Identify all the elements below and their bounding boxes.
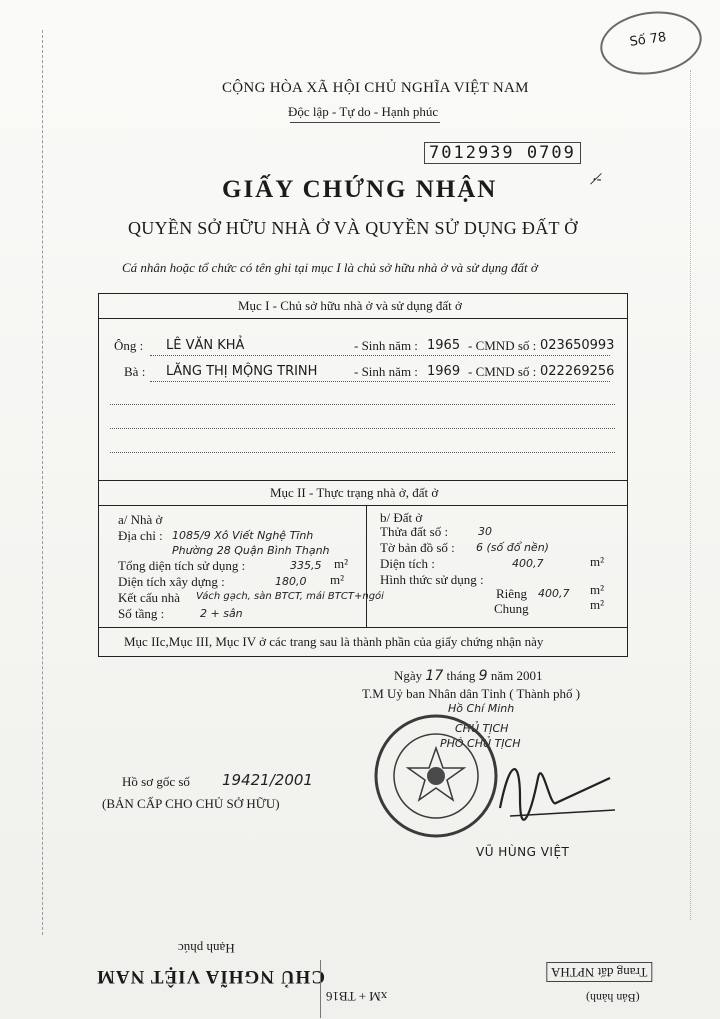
serial-number bbox=[424, 142, 581, 164]
certificate-title: GIẤY CHỨNG NHẬN bbox=[222, 176, 498, 203]
land-area-value: 400,7 bbox=[512, 557, 544, 570]
private-value: 400,7 bbox=[538, 587, 570, 600]
section2-heading: Mục II - Thực trạng nhà ở, đất ở bbox=[270, 485, 439, 500]
section1-divider bbox=[99, 318, 627, 319]
owner1-prefix: Ông : bbox=[114, 338, 144, 353]
total-area-label: Tổng diện tích sử dụng : bbox=[118, 558, 246, 573]
date-line bbox=[394, 668, 542, 684]
build-area-label: Diện tích xây dựng : bbox=[118, 574, 225, 589]
owner2-birth-label: - Sinh năm : bbox=[354, 364, 418, 379]
blank-line-2 bbox=[110, 428, 615, 429]
map-value: 6 (số đổ nền) bbox=[476, 541, 549, 554]
land-area-label: Diện tích : bbox=[380, 556, 435, 571]
build-area-value: 180,0 bbox=[275, 575, 307, 588]
page-edge-left bbox=[42, 30, 43, 950]
stray-mark: ·-̸ bbox=[592, 172, 602, 188]
date-year-label: năm bbox=[490, 668, 514, 683]
house-address-line1: 1085/9 Xô Viết Nghệ Tĩnh bbox=[172, 529, 314, 542]
map-label: Tờ bản đồ số : bbox=[380, 540, 455, 555]
certificate-subtitle: QUYỀN SỞ HỮU NHÀ Ở VÀ QUYỀN SỬ DỤNG ĐẤT Ở bbox=[128, 218, 578, 238]
shared-unit: m² bbox=[590, 597, 605, 612]
section2-divider bbox=[99, 505, 627, 506]
section2-top-divider bbox=[99, 480, 627, 481]
corner-stamp-text: Số 78 bbox=[628, 29, 668, 50]
authority-role1: CHỦ TỊCH bbox=[455, 722, 509, 735]
flipped-left-small: Hạnh phúc bbox=[178, 941, 235, 956]
signature bbox=[490, 748, 620, 828]
floors-value: 2 + sân bbox=[200, 607, 243, 620]
note-text: Mục IIc,Mục III, Mục IV ở các trang sau là thành phần của giấy chứng nhận này bbox=[124, 634, 544, 649]
private-unit: m² bbox=[590, 582, 605, 597]
owner2-birth: 1969 bbox=[427, 364, 461, 379]
house-address-label: Địa chỉ : bbox=[118, 528, 163, 543]
owner2-dotline bbox=[150, 381, 610, 382]
owner1-birth: 1965 bbox=[427, 338, 461, 353]
date-day-label: Ngày bbox=[394, 668, 423, 683]
date-year: 2001 bbox=[516, 668, 543, 683]
flipped-right-small: (Bản hành) bbox=[586, 991, 640, 1005]
page-edge-right bbox=[690, 70, 691, 920]
owner2-name: LĂNG THỊ MỘNG TRINH bbox=[166, 364, 318, 379]
flipped-left-text: CHỦ NGHĨA VIỆT NAM bbox=[96, 966, 325, 987]
note-divider bbox=[99, 627, 627, 628]
structure-label: Kết cấu nhà bbox=[118, 590, 181, 605]
owner1-row bbox=[114, 338, 143, 354]
house-label: a/ Nhà ở bbox=[118, 512, 163, 527]
build-area-unit: m² bbox=[330, 572, 345, 587]
blank-line-3 bbox=[110, 452, 615, 453]
authority-role2: PHÓ CHỦ TỊCH bbox=[440, 737, 521, 750]
date-month-label: tháng bbox=[446, 668, 476, 683]
parcel-value: 30 bbox=[478, 525, 492, 538]
record-label: Hồ sơ gốc số bbox=[122, 774, 190, 789]
signer-name: VŨ HÙNG VIỆT bbox=[476, 845, 570, 859]
house-address-line2: Phường 28 Quận Bình Thạnh bbox=[172, 544, 330, 557]
floors-label: Số tầng : bbox=[118, 606, 165, 621]
authority-line2: Hồ Chí Minh bbox=[448, 702, 515, 715]
section1-heading: Mục I - Chủ sở hữu nhà ở và sử dụng đất ở bbox=[238, 298, 462, 313]
blank-line-1 bbox=[110, 404, 615, 405]
intro-text: Cá nhân hoặc tổ chức có tên ghi tại mục I là chủ sở hữu nhà ở và sử dụng đất ở bbox=[122, 260, 538, 275]
usage-label: Hình thức sử dụng : bbox=[380, 572, 484, 587]
total-area-unit: m² bbox=[334, 556, 349, 571]
flipped-divider bbox=[320, 960, 321, 1018]
record-number: 19421/2001 bbox=[222, 771, 313, 789]
parcel-label: Thửa đất số : bbox=[380, 524, 449, 539]
motto-underline bbox=[290, 122, 440, 123]
land-area-unit: m² bbox=[590, 554, 605, 569]
date-day: 17 bbox=[425, 668, 444, 684]
flipped-center: xM + TB16 bbox=[326, 989, 388, 1004]
official-seal bbox=[372, 712, 500, 840]
authority-line1: T.M Uỷ ban Nhân dân Tỉnh ( Thành phố ) bbox=[362, 686, 581, 701]
owner1-name: LÊ VĂN KHẢ bbox=[166, 338, 245, 353]
owner1-id: 023650993 bbox=[540, 338, 615, 353]
record-copy: (BẢN CẤP CHO CHỦ SỞ HỮU) bbox=[102, 796, 280, 811]
flipped-right-text: Trang đất NPTHA bbox=[546, 962, 652, 982]
owner1-id-label: - CMND số : bbox=[468, 338, 537, 353]
land-label: b/ Đất ở bbox=[380, 510, 423, 525]
owner2-prefix: Bà : bbox=[124, 364, 146, 379]
private-label: Riêng bbox=[496, 586, 528, 601]
owner1-birth-label: - Sinh năm : bbox=[354, 338, 418, 353]
serial-number-value: 7012939 0709 bbox=[429, 143, 576, 163]
republic-header: CỘNG HÒA XÃ HỘI CHỦ NGHĨA VIỆT NAM bbox=[222, 80, 529, 96]
structure-value: Vách gạch, sàn BTCT, mái BTCT+ngói bbox=[196, 591, 384, 602]
shared-label: Chung bbox=[494, 601, 529, 616]
total-area-value: 335,5 bbox=[290, 559, 322, 572]
owner2-id: 022269256 bbox=[540, 364, 615, 379]
owner1-dotline bbox=[150, 355, 610, 356]
section2-column-divider bbox=[366, 505, 367, 627]
owner2-id-label: - CMND số : bbox=[468, 364, 537, 379]
motto: Độc lập - Tự do - Hạnh phúc bbox=[288, 104, 439, 119]
date-month: 9 bbox=[478, 668, 488, 684]
